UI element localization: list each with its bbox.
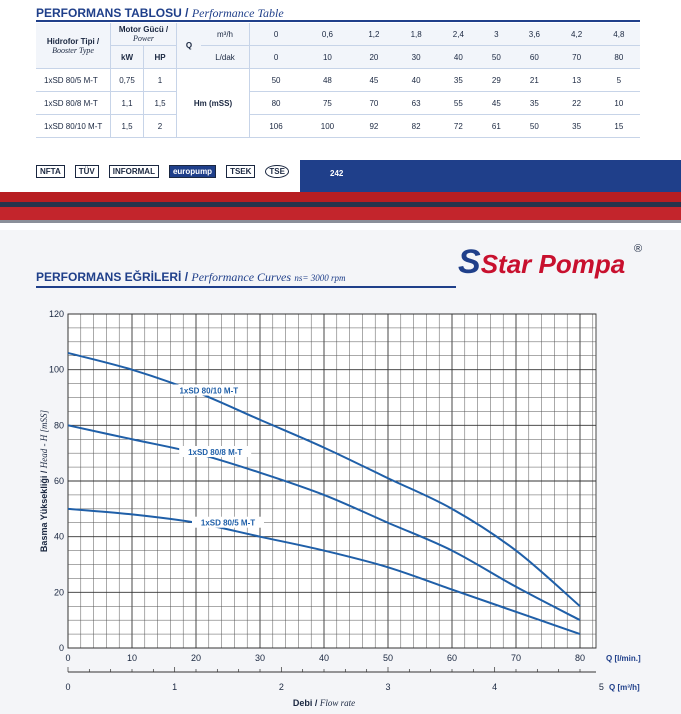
- y-tick-label: 60: [53, 476, 64, 486]
- y-tick-label: 0: [58, 643, 64, 653]
- x-tick-label: 40: [318, 653, 330, 663]
- row-h: 72: [437, 115, 479, 138]
- x-tick-label: 10: [126, 653, 138, 663]
- brand-logo-s: S: [458, 243, 481, 281]
- q-m3h-1: 0,6: [302, 23, 353, 46]
- x-tick-label: 20: [190, 653, 202, 663]
- q-m3h-2: 1,2: [353, 23, 395, 46]
- row-kw: 1,1: [111, 92, 144, 115]
- x-axis-label: Q [l/min.]: [606, 654, 641, 663]
- row-h: 82: [395, 115, 437, 138]
- row-hp: 2: [144, 115, 177, 138]
- curves-title-sep: /: [184, 270, 189, 284]
- x-tick-label: 30: [254, 653, 266, 663]
- row-h: 50: [250, 69, 303, 92]
- q-m3h-5: 3: [479, 23, 513, 46]
- q-m3h-8: 4,8: [598, 23, 640, 46]
- q-m3h-6: 3,6: [513, 23, 555, 46]
- y-tick-label: 80: [53, 420, 64, 431]
- row-h: 21: [513, 69, 555, 92]
- informal-logo: INFORMAL: [109, 165, 159, 178]
- row-h: 55: [437, 92, 479, 115]
- page-number: 242: [330, 169, 344, 178]
- q-header: Q: [177, 23, 202, 69]
- chart-grid: [68, 314, 596, 648]
- q-m3h-4: 2,4: [437, 23, 479, 46]
- table-title-sep: /: [185, 6, 189, 20]
- row-h: 48: [302, 69, 353, 92]
- hm-label: Hm (mSS): [177, 69, 250, 138]
- row-model: 1xSD 80/10 M-T: [36, 115, 111, 138]
- series-label: 1xSD 80/10 M-T: [179, 386, 239, 396]
- registered-mark: ®: [634, 243, 643, 255]
- curves-speed: ns= 3000 rpm: [294, 273, 346, 283]
- row-h: 13: [555, 69, 597, 92]
- y-axis-title: Basma Yüksekliği / Head - H [mSS]: [39, 409, 49, 553]
- tse-logo: TSE: [265, 165, 289, 178]
- chart-axes: [68, 667, 596, 672]
- row-h: 92: [353, 115, 395, 138]
- model-header-line2: Booster Type: [52, 45, 94, 55]
- q-ldak-7: 70: [555, 46, 597, 69]
- row-h: 63: [395, 92, 437, 115]
- tsek-logo: TSEK: [226, 165, 255, 178]
- row-h: 35: [555, 115, 597, 138]
- row-h: 80: [250, 92, 303, 115]
- unit-m3h: m³/h: [201, 23, 250, 46]
- row-model: 1xSD 80/5 M-T: [36, 69, 111, 92]
- row-h: 40: [395, 69, 437, 92]
- x-tick-label: 70: [510, 653, 522, 663]
- table-title-italic: Performance Table: [191, 6, 284, 20]
- x2-tick-label: 4: [492, 682, 498, 692]
- q-ldak-2: 20: [353, 46, 395, 69]
- kw-header: kW: [111, 46, 144, 69]
- unit-ldak: L/dak: [201, 46, 250, 69]
- x2-tick-label: 5: [598, 682, 604, 692]
- europump-logo: europump: [169, 165, 216, 178]
- row-h: 45: [353, 69, 395, 92]
- table-title-bold: PERFORMANS TABLOSU: [36, 6, 182, 20]
- x-tick-label: 50: [382, 653, 394, 663]
- row-h: 100: [302, 115, 353, 138]
- q-ldak-8: 80: [598, 46, 640, 69]
- y-tick-label: 20: [53, 587, 64, 598]
- series-label: 1xSD 80/5 M-T: [200, 518, 256, 528]
- y-tick-label: 120: [48, 309, 64, 319]
- q-m3h-3: 1,8: [395, 23, 437, 46]
- row-hp: 1: [144, 69, 177, 92]
- x2-tick-label: 0: [65, 682, 71, 692]
- row-h: 22: [555, 92, 597, 115]
- motor-header-line1: Motor Gücü /: [118, 25, 169, 34]
- q-ldak-3: 30: [395, 46, 437, 69]
- row-h: 5: [598, 69, 640, 92]
- row-kw: 0,75: [111, 69, 144, 92]
- x2-tick-label: 3: [385, 682, 391, 692]
- brand-name: Star Pompa: [480, 249, 626, 279]
- row-model: 1xSD 80/8 M-T: [36, 92, 111, 115]
- motor-header-line2: Power: [133, 34, 154, 43]
- q-m3h-7: 4,2: [555, 23, 597, 46]
- x2-tick-label: 1: [172, 682, 178, 692]
- q-m3h-0: 0: [250, 23, 303, 46]
- q-ldak-0: 0: [250, 46, 303, 69]
- x2-axis-label: Q [m³/h]: [609, 683, 640, 692]
- x-tick-label: 80: [574, 653, 586, 663]
- curves-title-italic: Performance Curves: [191, 270, 292, 284]
- row-h: 35: [513, 92, 555, 115]
- q-ldak-4: 40: [437, 46, 479, 69]
- row-h: 35: [437, 69, 479, 92]
- y-tick-label: 40: [53, 531, 64, 542]
- row-h: 70: [353, 92, 395, 115]
- row-kw: 1,5: [111, 115, 144, 138]
- row-h: 75: [302, 92, 353, 115]
- nfta-logo: NFTA: [36, 165, 65, 178]
- series-label: 1xSD 80/8 M-T: [188, 448, 243, 458]
- row-hp: 1,5: [144, 92, 177, 115]
- model-header-line1: Hidrofor Tipi /: [46, 36, 100, 46]
- q-ldak-5: 50: [479, 46, 513, 69]
- q-ldak-1: 10: [302, 46, 353, 69]
- row-h: 15: [598, 115, 640, 138]
- row-h: 50: [513, 115, 555, 138]
- tuv-logo: TÜV: [75, 165, 99, 178]
- x-axis-title: Debi / Flow rate: [292, 698, 356, 708]
- row-h: 10: [598, 92, 640, 115]
- row-h: 45: [479, 92, 513, 115]
- x-tick-label: 60: [446, 653, 458, 663]
- x-tick-label: 0: [65, 653, 71, 663]
- y-tick-label: 100: [48, 364, 64, 375]
- row-h: 106: [250, 115, 303, 138]
- row-h: 29: [479, 69, 513, 92]
- q-ldak-6: 60: [513, 46, 555, 69]
- x2-tick-label: 2: [278, 682, 284, 692]
- hp-header: HP: [144, 46, 177, 69]
- curves-title-bold: PERFORMANS EĞRİLERİ: [36, 270, 182, 284]
- row-h: 61: [479, 115, 513, 138]
